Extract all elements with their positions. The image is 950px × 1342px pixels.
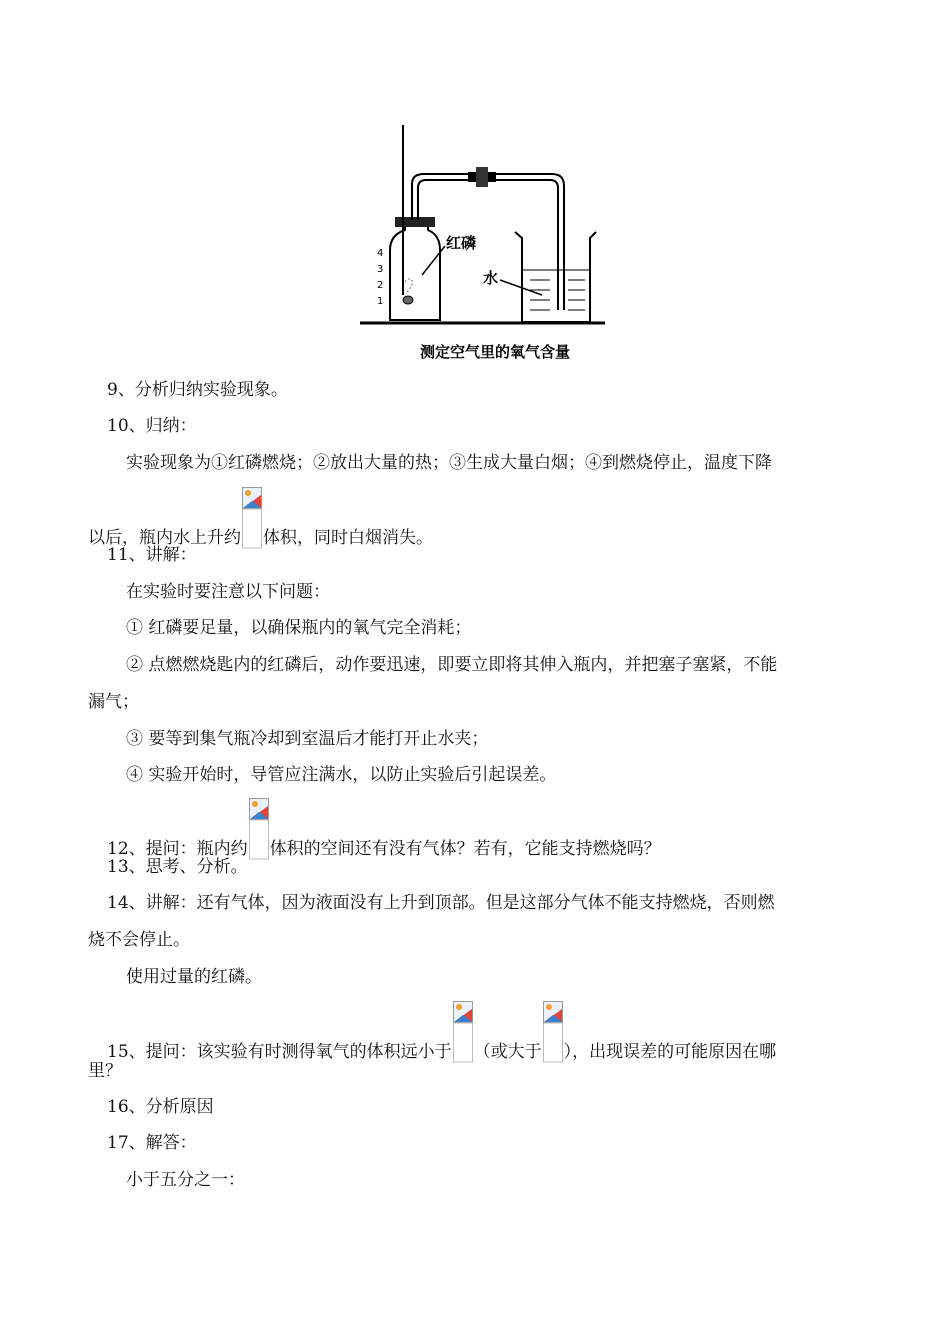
fraction-image-placeholder [249, 818, 269, 860]
label-red-phosphorus: 红磷 [446, 234, 477, 252]
text-line: 以后，瓶内水上升约 体积，同时白烟消失。 [88, 507, 433, 550]
text-line: 15、提问：该实验有时测得氧气的体积远小于 （或大于 ），出现误差的可能原因在哪 [107, 1021, 776, 1064]
text-line: 使用过量的红磷。 [126, 967, 262, 987]
text-line: 11、讲解： [107, 545, 197, 565]
scale-mark-4: 4 [377, 248, 384, 259]
scale-mark-1: 1 [377, 296, 384, 307]
text-line: ④ 实验开始时，导管应注满水，以防止实验后引起误差。 [126, 765, 557, 785]
text-line: 13、思考、分析。 [107, 857, 248, 877]
fraction-image-placeholder [543, 1021, 563, 1063]
text-line: 10、归纳： [107, 416, 197, 436]
text-line: 12、提问：瓶内约 体积的空间还有没有气体？若有，它能支持燃烧吗？ [107, 818, 661, 861]
text-line: 9、分析归纳实验现象。 [107, 380, 288, 400]
text-line: ③ 要等到集气瓶冷却到室温后才能打开止水夹； [126, 729, 489, 749]
apparatus-figure [350, 120, 630, 370]
figure-caption: 测定空气里的氧气含量 [420, 343, 571, 361]
text-line: 漏气； [88, 692, 139, 712]
scale-mark-2: 2 [377, 280, 384, 291]
text-line: 在实验时要注意以下问题： [126, 582, 330, 602]
scale-mark-3: 3 [377, 264, 384, 275]
text-line: ① 红磷要足量，以确保瓶内的氧气完全消耗； [126, 618, 472, 638]
text-line: 17、解答： [107, 1133, 197, 1153]
fraction-image-placeholder [242, 507, 262, 549]
text-line: 小于五分之一： [126, 1170, 245, 1190]
label-water: 水 [483, 269, 499, 287]
text-line: 16、分析原因 [107, 1097, 214, 1117]
text-line: 实验现象为①红磷燃烧；②放出大量的热；③生成大量白烟；④到燃烧停止，温度下降 [126, 453, 772, 473]
text-line: 烧不会停止。 [88, 930, 190, 950]
fraction-image-placeholder [453, 1021, 473, 1063]
text-line: 里？ [88, 1061, 122, 1081]
text-line: 14、讲解：还有气体，因为液面没有上升到顶部。但是这部分气体不能支持燃烧，否则燃 [107, 893, 775, 913]
text-line: ② 点燃燃烧匙内的红磷后，动作要迅速，即要立即将其伸入瓶内，并把塞子塞紧，不能 [126, 655, 778, 675]
